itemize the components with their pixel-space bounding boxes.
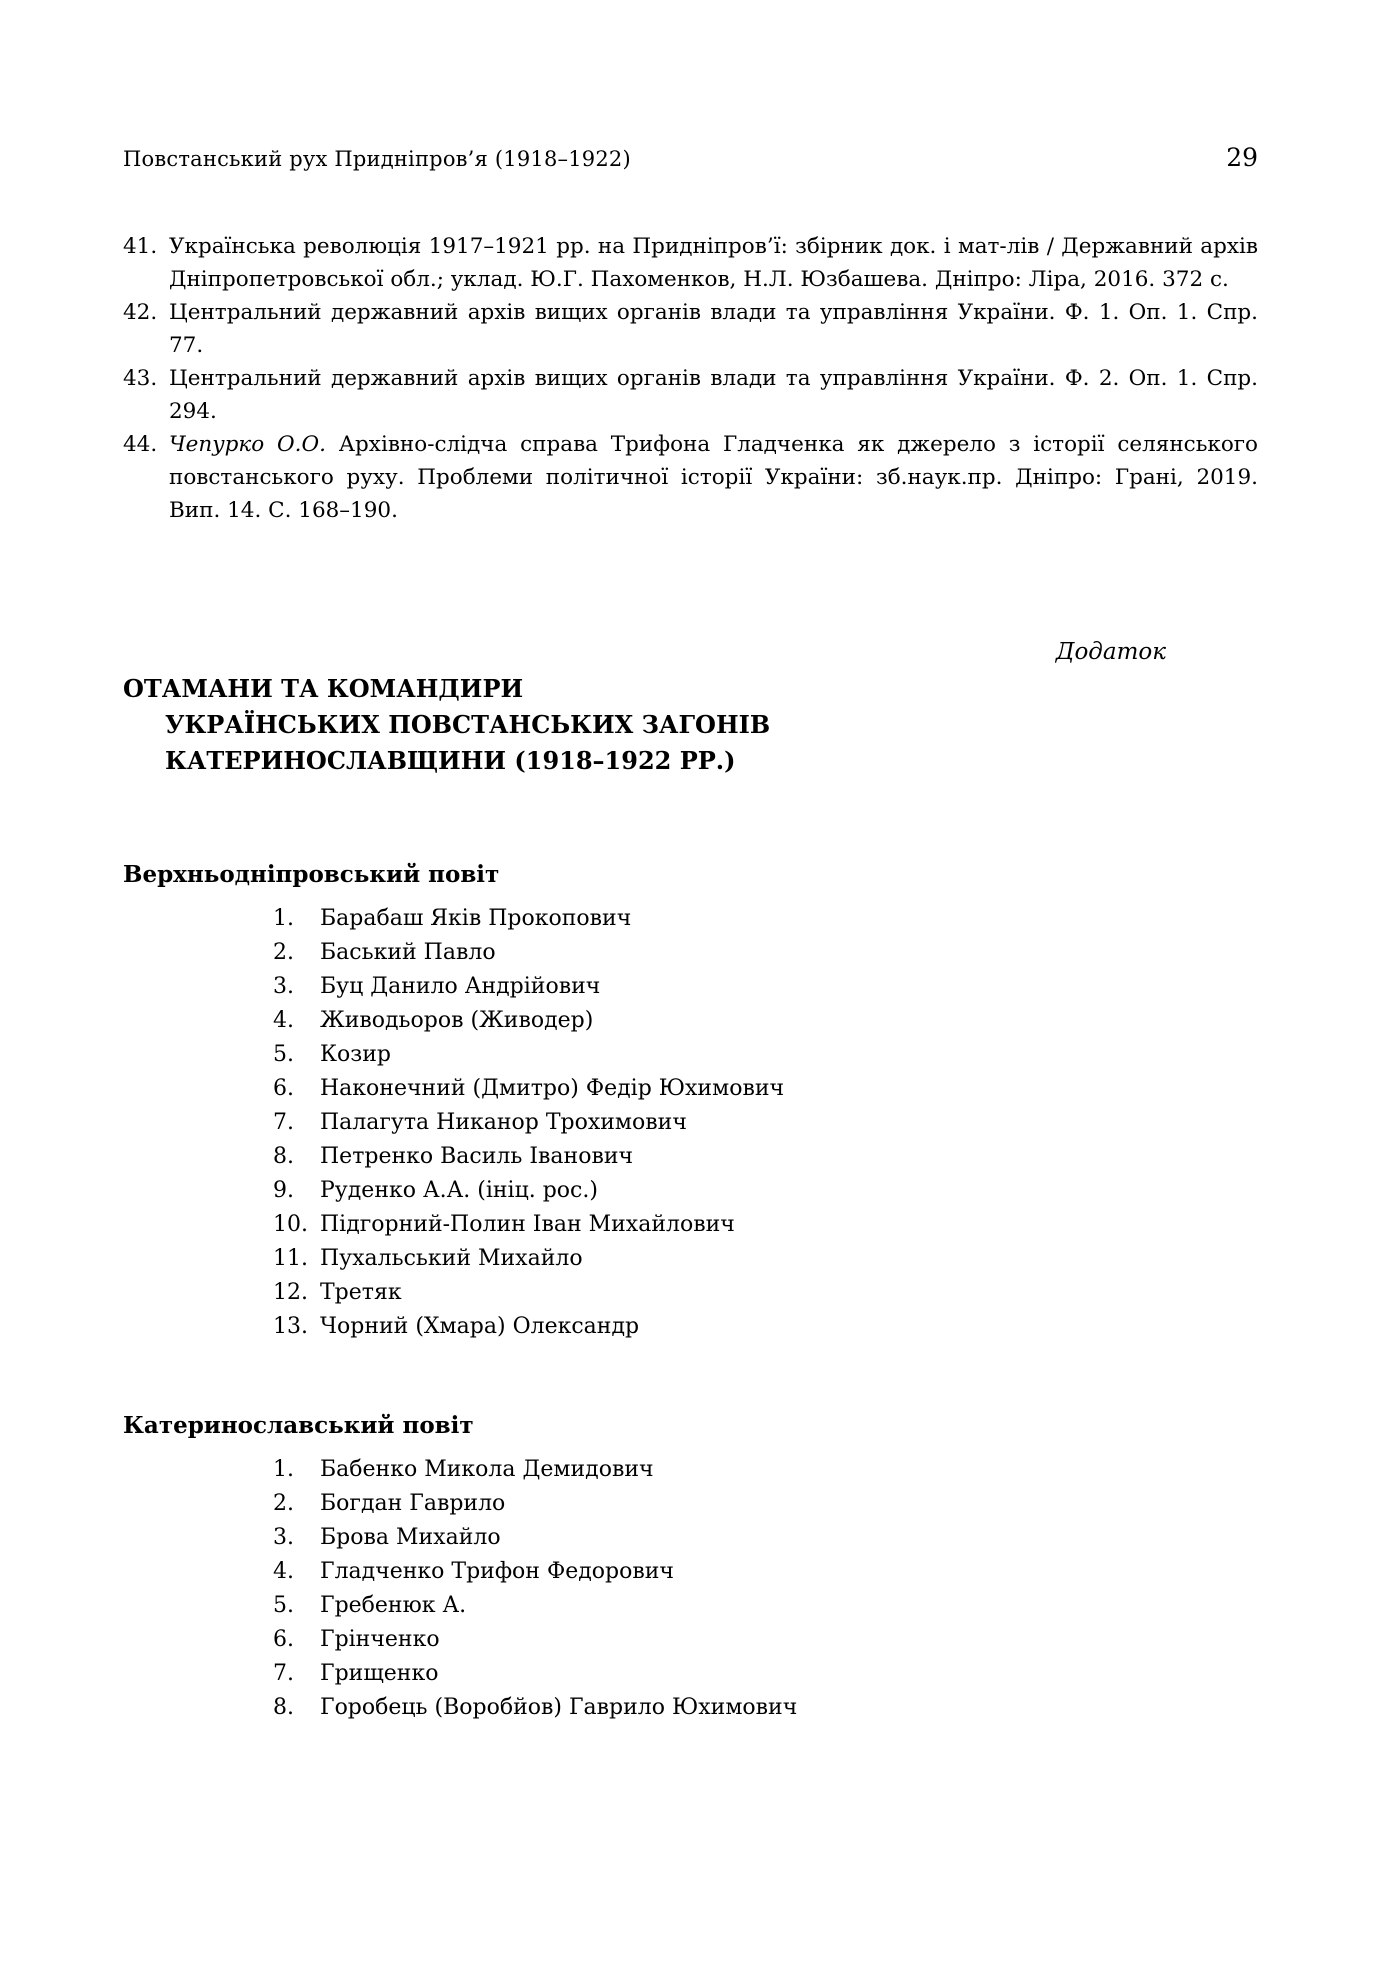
bib-item-number: 43. <box>123 366 158 391</box>
roster-item <box>273 1589 1258 1623</box>
roster-item <box>273 1657 1258 1691</box>
roster-item-number: 9. <box>273 1178 294 1203</box>
roster-item-name: Чорний (Хмара) Олександр <box>320 1314 640 1339</box>
section-katerynoslavskyi <box>123 1412 1258 1725</box>
roster-item-name: Козир <box>320 1042 392 1067</box>
roster-item-name: Горобець (Воробйов) Гаврило Юхимович <box>320 1695 798 1720</box>
page-number: 29 <box>1226 143 1258 172</box>
roster-item-number: 3. <box>273 974 294 999</box>
roster-item <box>273 1140 1258 1174</box>
bib-item-text: Українська революція 1917–1921 рр. на Придніпров’ї: збірник док. і мат-лів / Державний архів Дніпропетровської обл.; уклад. Ю.Г. Пахоменков, Н.Л. Юзбашева. Дніпро: Ліра, 2016. 372 с. <box>169 234 1258 292</box>
roster-item <box>273 936 1258 970</box>
roster-item-number: 2. <box>273 940 294 965</box>
roster-list <box>123 1453 1258 1725</box>
roster-item-number: 5. <box>273 1593 294 1618</box>
roster-item-number: 8. <box>273 1144 294 1169</box>
running-header <box>123 143 1258 172</box>
roster-item-name: Барабаш Яків Прокопович <box>320 906 632 931</box>
roster-item-name: Буц Данило Андрійович <box>320 974 601 999</box>
roster-item <box>273 1555 1258 1589</box>
roster-item-number: 6. <box>273 1076 294 1101</box>
bib-item-number: 44. <box>123 432 158 457</box>
roster-item-number: 3. <box>273 1525 294 1550</box>
roster-item-name: Грищенко <box>320 1661 439 1686</box>
appendix-title-line-2: УКРАЇНСЬКИХ ПОВСТАНСЬКИХ ЗАГОНІВ <box>165 710 771 739</box>
bib-item-text: Центральний державний архів вищих органів влади та управління України. Ф. 1. Оп. 1. Спр. 77. <box>169 300 1258 358</box>
roster-item <box>273 1623 1258 1657</box>
appendix-title-line-3: КАТЕРИНОСЛАВЩИНИ (1918–1922 РР.) <box>165 746 736 775</box>
bibliography-item-42 <box>123 296 1258 362</box>
roster-item-number: 6. <box>273 1627 294 1652</box>
bib-item-number: 42. <box>123 300 158 325</box>
roster-item <box>273 1310 1258 1344</box>
running-header-title: Повстанський рух Придніпров’я (1918–1922) <box>123 147 631 171</box>
roster-item-name: Підгорний-Полин Іван Михайлович <box>320 1212 735 1237</box>
bib-item-text: Центральний державний архів вищих органів влади та управління України. Ф. 2. Оп. 1. Спр. 294. <box>169 366 1258 424</box>
roster-item-name: Руденко А.А. (ініц. рос.) <box>320 1178 598 1203</box>
roster-item-name: Гребенюк А. <box>320 1593 467 1618</box>
roster-item <box>273 1242 1258 1276</box>
roster-item <box>273 1453 1258 1487</box>
appendix-title <box>123 671 1258 779</box>
bib-item-text: Архівно-слідча справа Трифона Гладченка як джерело з історії селянського повстанського руху. Проблеми політичної історії України: зб.наук.пр. Дніпро: Грані, 2019. Вип. 14. С. 168–190. <box>169 432 1258 523</box>
roster-item-name: Гладченко Трифон Федорович <box>320 1559 674 1584</box>
roster-item <box>273 1072 1258 1106</box>
roster-item-name: Петренко Василь Іванович <box>320 1144 634 1169</box>
section-verkhnodniprovskyi <box>123 861 1258 1344</box>
roster-item-name: Бабенко Микола Демидович <box>320 1457 654 1482</box>
roster-item <box>273 1521 1258 1555</box>
roster-item <box>273 1038 1258 1072</box>
roster-item <box>273 1106 1258 1140</box>
appendix-title-line-1: ОТАМАНИ ТА КОМАНДИРИ <box>123 674 524 703</box>
roster-item-number: 7. <box>273 1661 294 1686</box>
roster-item <box>273 902 1258 936</box>
roster-item-number: 5. <box>273 1042 294 1067</box>
roster-item-name: Баський Павло <box>320 940 496 965</box>
roster-item <box>273 1208 1258 1242</box>
roster-item-name: Грінченко <box>320 1627 440 1652</box>
bibliography-list <box>123 230 1258 527</box>
bib-item-number: 41. <box>123 234 158 259</box>
roster-item-name: Брова Михайло <box>320 1525 501 1550</box>
roster-item-number: 8. <box>273 1695 294 1720</box>
bibliography-item-41 <box>123 230 1258 296</box>
roster-item-number: 7. <box>273 1110 294 1135</box>
roster-item <box>273 1691 1258 1725</box>
roster-item-name: Богдан Гаврило <box>320 1491 506 1516</box>
roster-item-number: 4. <box>273 1559 294 1584</box>
roster-item-number: 13. <box>273 1314 308 1339</box>
roster-item-number: 1. <box>273 906 294 931</box>
roster-item-name: Палагута Никанор Трохимович <box>320 1110 687 1135</box>
roster-item-number: 2. <box>273 1491 294 1516</box>
roster-item-name: Наконечний (Дмитро) Федір Юхимович <box>320 1076 785 1101</box>
roster-item <box>273 970 1258 1004</box>
roster-item-number: 12. <box>273 1280 308 1305</box>
roster-item <box>273 1487 1258 1521</box>
roster-item <box>273 1174 1258 1208</box>
section-heading: Катеринославський повіт <box>123 1412 474 1439</box>
roster-item-number: 4. <box>273 1008 294 1033</box>
bibliography-item-44 <box>123 428 1258 527</box>
roster-item-number: 11. <box>273 1246 308 1271</box>
roster-item <box>273 1004 1258 1038</box>
roster-item-name: Третяк <box>320 1280 402 1305</box>
roster-item <box>273 1276 1258 1310</box>
roster-list <box>123 902 1258 1344</box>
bib-item-author: Чепурко О.О. <box>169 432 326 457</box>
appendix-label: Додаток <box>1055 639 1166 665</box>
roster-item-number: 10. <box>273 1212 308 1237</box>
roster-item-number: 1. <box>273 1457 294 1482</box>
bibliography-item-43 <box>123 362 1258 428</box>
section-heading: Верхньодніпровський повіт <box>123 861 500 888</box>
roster-item-name: Пухальський Михайло <box>320 1246 583 1271</box>
roster-item-name: Живодьоров (Живодер) <box>320 1008 594 1033</box>
